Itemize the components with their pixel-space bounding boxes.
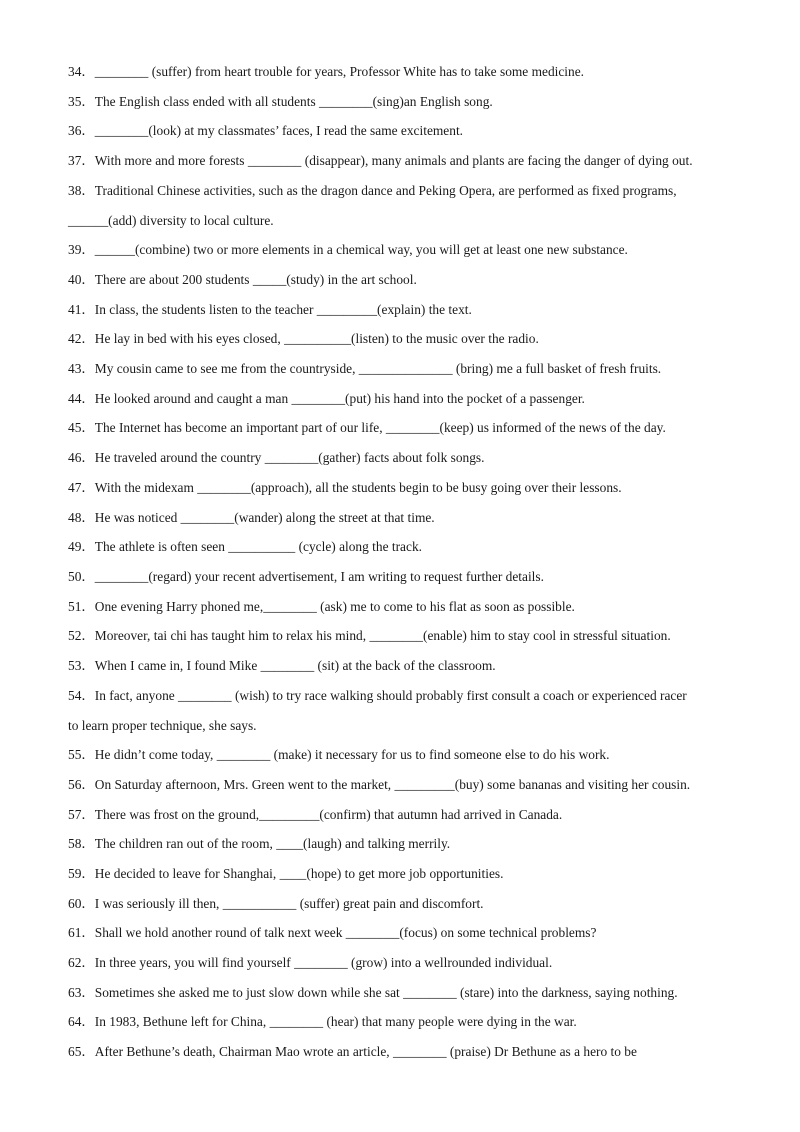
question-number: 53． [68, 658, 95, 673]
question-text: In class, the students listen to the teacher _________(explain) the text. [94, 301, 472, 317]
question-item [68, 532, 768, 562]
question-item [68, 354, 768, 384]
question-item [68, 889, 768, 919]
question-text-continuation: ______(add) diversity to local culture. [68, 212, 274, 228]
question-item [68, 829, 768, 859]
question-text: After Bethune’s death, Chairman Mao wrote an article, ________ (praise) Dr Bethune as a hero to be [94, 1044, 637, 1060]
question-number: 40． [68, 271, 95, 287]
question-text: He lay in bed with his eyes closed, __________(listen) to the music over the radio. [94, 331, 539, 347]
question-item [68, 1007, 768, 1037]
question-number: 45． [68, 420, 95, 436]
question-text: He decided to leave for Shanghai, ____(hope) to get more job opportunities. [94, 865, 504, 881]
question-text: ______(combine) two or more elements in a chemical way, you will get at least one new substance. [94, 242, 628, 258]
question-item [68, 800, 768, 830]
question-number: 35． [68, 93, 95, 109]
question-item [68, 265, 768, 295]
question-item [68, 562, 768, 592]
question-text: The athlete is often seen __________ (cycle) along the track. [94, 539, 422, 555]
question-text: ________(regard) your recent advertisement, I am writing to request further details. [94, 568, 544, 584]
question-text: In fact, anyone ________ (wish) to try race walking should probably first consult a coach or experienced racer [94, 687, 687, 703]
question-number: 38． [68, 182, 95, 198]
question-number: 48． [68, 509, 95, 525]
question-number: 39． [68, 242, 95, 258]
question-number: 36． [68, 123, 95, 139]
question-number: 62． [68, 955, 95, 970]
question-number: 34． [68, 64, 95, 79]
question-number: 37． [68, 153, 95, 169]
question-number: 65． [68, 1044, 95, 1060]
question-item [68, 413, 768, 443]
question-item [68, 651, 768, 681]
question-number: 42． [68, 331, 95, 347]
question-item [68, 384, 768, 414]
question-item [68, 948, 768, 978]
question-number: 51． [68, 598, 95, 614]
question-number: 63． [68, 984, 95, 1000]
question-item [68, 443, 768, 473]
question-item [68, 1037, 768, 1067]
question-item [68, 503, 768, 533]
question-number: 52． [68, 628, 95, 644]
question-number: 41． [68, 301, 95, 317]
question-item [68, 592, 768, 622]
question-number: 43． [68, 361, 95, 376]
question-item [68, 740, 768, 770]
question-text: The children ran out of the room, ____(laugh) and talking merrily. [94, 836, 451, 852]
question-text: When I came in, I found Mike ________ (sit) at the back of the classroom. [94, 658, 496, 673]
question-number: 44． [68, 390, 95, 406]
question-number: 49． [68, 539, 95, 555]
question-text: He traveled around the country ________(gather) facts about folk songs. [94, 450, 485, 466]
question-number: 46． [68, 450, 95, 466]
question-text: In 1983, Bethune left for China, ________ (hear) that many people were dying in the war. [94, 1014, 577, 1030]
question-number: 59． [68, 865, 95, 881]
question-item [68, 57, 768, 87]
question-item [68, 87, 768, 117]
question-text: The Internet has become an important part of our life, ________(keep) us informed of the news of the day. [94, 420, 666, 436]
question-item [68, 116, 768, 146]
question-item [68, 235, 768, 265]
question-text: ________ (suffer) from heart trouble for years, Professor White has to take some medicine. [94, 64, 585, 79]
question-text: In three years, you will find yourself ________ (grow) into a wellrounded individual. [94, 955, 553, 970]
question-text: He was noticed ________(wander) along the street at that time. [94, 509, 435, 525]
question-item [68, 146, 768, 176]
question-number: 61． [68, 925, 95, 941]
question-number: 55． [68, 747, 95, 763]
question-number: 47． [68, 479, 95, 495]
question-item [68, 176, 768, 236]
question-text: He didn’t come today, ________ (make) it necessary for us to find someone else to do his work. [94, 747, 610, 763]
question-text: Sometimes she asked me to just slow down while she sat ________ (stare) into the darkness, saying nothing. [94, 984, 678, 1000]
question-text: Traditional Chinese activities, such as the dragon dance and Peking Opera, are performed as fixed programs, [94, 182, 677, 198]
question-text: My cousin came to see me from the countryside, ______________ (bring) me a full basket of fresh fruits. [94, 361, 662, 376]
question-item [68, 918, 768, 948]
question-item [68, 324, 768, 354]
question-text: Moreover, tai chi has taught him to relax his mind, ________(enable) him to stay cool in stressful situation. [94, 628, 671, 644]
question-number: 57． [68, 806, 95, 822]
question-text-continuation: to learn proper technique, she says. [68, 717, 257, 733]
question-item [68, 621, 768, 651]
question-item [68, 473, 768, 503]
question-text: ________(look) at my classmates’ faces, I read the same excitement. [94, 123, 464, 139]
question-text: With more and more forests ________ (disappear), many animals and plants are facing the danger of dying out. [94, 153, 693, 169]
question-item [68, 295, 768, 325]
question-text: I was seriously ill then, ___________ (suffer) great pain and discomfort. [94, 895, 484, 911]
question-number: 54． [68, 687, 95, 703]
question-item [68, 978, 768, 1008]
question-text: There are about 200 students _____(study) in the art school. [94, 271, 417, 287]
question-text: The English class ended with all students ________(sing)an English song. [94, 93, 493, 109]
question-number: 50． [68, 568, 95, 584]
question-text: One evening Harry phoned me,________ (ask) me to come to his flat as soon as possible. [94, 598, 575, 614]
question-item [68, 859, 768, 889]
question-text: He looked around and caught a man ________(put) his hand into the pocket of a passenger. [94, 390, 585, 406]
question-text: Shall we hold another round of talk next week ________(focus) on some technical problems? [94, 925, 597, 941]
question-number: 56． [68, 776, 95, 792]
question-number: 64． [68, 1014, 95, 1030]
question-number: 58． [68, 836, 95, 852]
question-number: 60． [68, 895, 95, 911]
question-item [68, 770, 768, 800]
question-text: There was frost on the ground,_________(confirm) that autumn had arrived in Canada. [94, 806, 563, 822]
question-text: On Saturday afternoon, Mrs. Green went to the market, _________(buy) some bananas and visiting her cousin. [94, 776, 691, 792]
question-item [68, 681, 768, 741]
question-text: With the midexam ________(approach), all the students begin to be busy going over their lessons. [94, 479, 622, 495]
